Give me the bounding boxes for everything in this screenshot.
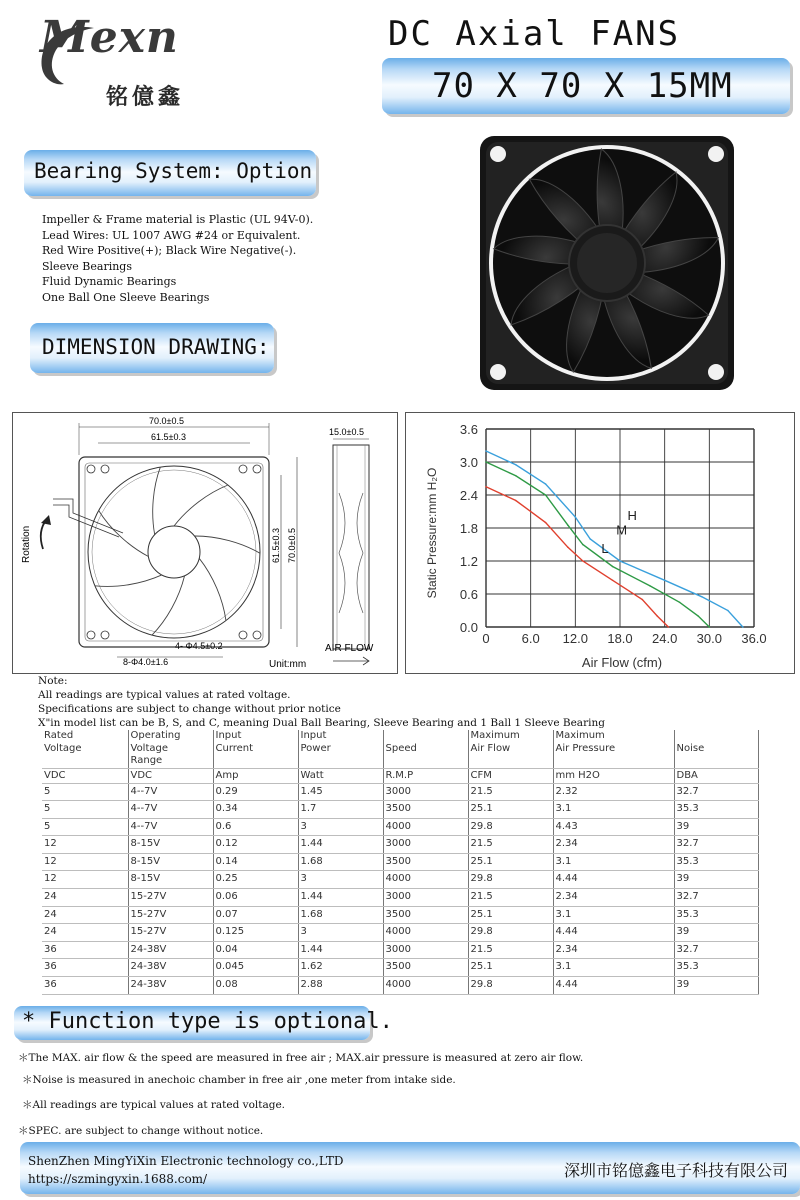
series-point [485,461,487,463]
table-header-cell: Maximum [553,730,674,743]
table-header-cell [42,755,128,768]
series-label-h: H [627,507,637,523]
table-cell: 29.8 [468,924,553,942]
table-cell: 0.12 [213,836,298,854]
feature-item: Sleeve Bearings [42,259,132,273]
notes-block [38,674,605,730]
table-header-cell: Operating [128,730,213,743]
dim-hole-vertical-label: 61.5±0.3 [271,528,281,563]
table-unit-cell: VDC [128,768,213,783]
table-cell: 0.125 [213,924,298,942]
dim-outer-label: 70.0±0.5 [149,416,184,426]
table-cell: 0.06 [213,889,298,907]
dimension-drawing-panel [12,412,398,674]
table-cell: 8-15V [128,871,213,889]
chart-y-label: Static Pressure:mm H₂O [425,467,439,599]
table-header-cell [298,755,383,768]
note-item: All readings are typical values at rated voltage. [38,689,291,701]
table-header-cell: Input [213,730,298,743]
series-point [515,500,517,502]
footer-url: https://szmingyxin.1688.com/ [28,1172,208,1186]
table-header-cell [674,755,758,768]
table-cell: 8-15V [128,836,213,854]
table-cell: 4.43 [553,818,674,836]
table-row [42,924,758,942]
table-header-cell: Maximum [468,730,553,743]
dim-hole-label: 61.5±0.3 [151,432,186,442]
table-cell: 24-38V [128,941,213,959]
y-tick-label: 2.4 [459,488,478,503]
table-cell: 36 [42,959,128,977]
hub-label: 8-Φ4.0±1.6 [123,657,169,667]
table-cell: 3 [298,871,383,889]
table-header-cell: Current [213,743,298,756]
table-cell: 0.6 [213,818,298,836]
table-cell: 32.7 [674,836,758,854]
table-header-cell: Air Flow [468,743,553,756]
table-header-row [42,743,758,756]
feature-item: One Ball One Sleeve Bearings [42,290,210,304]
dimension-drawing [13,413,397,673]
table-cell: 0.04 [213,941,298,959]
table-cell: 21.5 [468,941,553,959]
table-cell: 24-38V [128,977,213,995]
series-point [642,599,644,601]
table-cell: 36 [42,941,128,959]
table-cell: 1.7 [298,801,383,819]
table-header-cell: Input [298,730,383,743]
table-header-row [42,730,758,743]
table-header-cell: Noise [674,743,758,756]
table-unit-cell: VDC [42,768,128,783]
y-tick-label: 0.0 [459,620,478,635]
footnote: ＊Noise is measured in anechoic chamber in free air ,one meter from intake side. [22,1074,456,1086]
table-cell: 4--7V [128,801,213,819]
feature-item: Impeller & Frame material is Plastic (UL 94V-0). [42,213,314,226]
table-cell: 4--7V [128,818,213,836]
footer-company-en: ShenZhen MingYiXin Electronic technology co.,LTD [28,1154,344,1168]
holes-label: 4- Φ4.5±0.2 [175,641,223,651]
table-cell: 29.8 [468,871,553,889]
dim-outer-vertical-label: 70.0±0.5 [287,528,297,563]
logo-chinese-name: 铭億鑫 [106,85,185,110]
table-cell: 3500 [383,801,468,819]
table-cell: 5 [42,818,128,836]
table-cell: 25.1 [468,801,553,819]
table-header-cell [553,755,674,768]
table-cell: 15-27V [128,889,213,907]
table-unit-cell: Watt [298,768,383,783]
table-cell: 1.44 [298,889,383,907]
table-cell: 24 [42,906,128,924]
table-cell: 3.1 [553,853,674,871]
feature-list [42,212,313,305]
series-point [582,560,584,562]
table-cell: 35.3 [674,801,758,819]
series-point [589,538,591,540]
footer-company-cn: 深圳市铭億鑫电子科技有限公司 [563,1161,788,1180]
table-cell: 32.7 [674,941,758,959]
series-point [656,615,658,617]
table-cell: 4.44 [553,924,674,942]
table-row [42,836,758,854]
table-cell: 39 [674,977,758,995]
series-point [701,596,703,598]
table-cell: 2.34 [553,941,674,959]
table-unit-cell: mm H2O [553,768,674,783]
performance-chart [406,413,794,673]
table-cell: 1.68 [298,853,383,871]
table-cell: 4000 [383,977,468,995]
series-point [612,566,614,568]
function-type-banner [14,1006,393,1040]
table-header-cell: Air Pressure [553,743,674,756]
table-cell: 39 [674,818,758,836]
series-point [545,522,547,524]
table-cell: 4--7V [128,783,213,801]
table-cell: 15-27V [128,924,213,942]
table-row [42,906,758,924]
table-unit-cell: CFM [468,768,553,783]
table-cell: 1.62 [298,959,383,977]
table-cell: 3.1 [553,906,674,924]
table-cell: 12 [42,853,128,871]
table-header-row [42,755,758,768]
series-point [485,486,487,488]
series-point [567,524,569,526]
series-point [664,579,666,581]
table-cell: 29.8 [468,818,553,836]
y-tick-label: 3.0 [459,455,478,470]
footer-bar [20,1142,800,1194]
table-header-cell [674,730,758,743]
table-cell: 21.5 [468,783,553,801]
table-cell: 0.14 [213,853,298,871]
table-cell: 32.7 [674,889,758,907]
series-point [612,579,614,581]
dimension-drawing-banner [30,323,274,373]
series-point [679,601,681,603]
table-cell: 0.25 [213,871,298,889]
table-cell: 3 [298,924,383,942]
table-cell: 21.5 [468,889,553,907]
table-unit-cell: R.M.P [383,768,468,783]
table-cell: 1.68 [298,906,383,924]
series-point [697,615,699,617]
table-cell: 1.45 [298,783,383,801]
table-cell: 32.7 [674,783,758,801]
table-cell: 3500 [383,853,468,871]
series-point [567,546,569,548]
table-cell: 4.44 [553,977,674,995]
table-row [42,853,758,871]
table-unit-cell: Amp [213,768,298,783]
table-header-cell: Voltage [128,743,213,756]
table-cell: 21.5 [468,836,553,854]
table-cell: 8-15V [128,853,213,871]
x-tick-label: 12.0 [562,631,588,646]
table-header-cell: Speed [383,743,468,756]
table-cell: 0.07 [213,906,298,924]
table-cell: 24 [42,924,128,942]
table-row [42,977,758,995]
chart-x-label: Air Flow (cfm) [581,655,663,670]
table-cell: 4.44 [553,871,674,889]
table-cell: 3000 [383,836,468,854]
table-cell: 35.3 [674,853,758,871]
table-cell: 24-38V [128,959,213,977]
table-cell: 0.29 [213,783,298,801]
series-point [727,610,729,612]
series-point [575,516,577,518]
table-cell: 12 [42,871,128,889]
table-cell: 15-27V [128,906,213,924]
table-cell: 2.34 [553,836,674,854]
table-cell: 39 [674,924,758,942]
table-cell: 5 [42,783,128,801]
series-point [485,450,487,452]
table-cell: 24 [42,889,128,907]
bearing-system-banner [24,150,316,196]
table-cell: 0.045 [213,959,298,977]
table-unit-row [42,768,758,783]
air-flow-label: AIR FLOW [325,643,374,654]
table-cell: 0.34 [213,801,298,819]
note-heading: Note: [38,675,68,687]
x-tick-label: 30.0 [696,631,722,646]
y-tick-label: 1.8 [459,521,478,536]
x-tick-label: 0 [482,631,490,646]
feature-item: Lead Wires: UL 1007 AWG #24 or Equivalent. [42,228,301,242]
document-title: DC Axial FANS [388,14,681,54]
series-point [709,626,711,628]
y-tick-label: 3.6 [459,422,478,437]
table-cell: 3.1 [553,959,674,977]
table-cell: 2.32 [553,783,674,801]
size-banner [382,58,790,114]
table-cell: 25.1 [468,906,553,924]
table-cell: 29.8 [468,977,553,995]
table-cell: 39 [674,871,758,889]
series-point [619,560,621,562]
table-header-cell [383,755,468,768]
table-row [42,959,758,977]
note-item: Specifications are subject to change without prior notice [38,703,341,715]
dim-depth-label: 15.0±0.5 [329,427,364,437]
table-cell: 3 [298,818,383,836]
x-tick-label: 18.0 [607,631,633,646]
table-cell: 4000 [383,871,468,889]
unit-label: Unit:mm [269,659,307,670]
performance-chart-panel [405,412,795,674]
table-cell: 3000 [383,941,468,959]
series-line-l [486,487,668,627]
table-row [42,783,758,801]
footnote: ＊SPEC. are subject to change without notice. [18,1125,264,1137]
table-cell: 3000 [383,783,468,801]
table-cell: 25.1 [468,853,553,871]
series-point [649,585,651,587]
y-tick-label: 1.2 [459,554,478,569]
rotation-label: Rotation [21,525,32,563]
table-cell: 35.3 [674,906,758,924]
table-cell: 0.08 [213,977,298,995]
table-cell: 3000 [383,889,468,907]
series-point [545,494,547,496]
table-cell: 1.44 [298,941,383,959]
table-cell: 5 [42,801,128,819]
table-header-cell: Range [128,755,213,768]
table-cell: 2.88 [298,977,383,995]
table-row [42,818,758,836]
x-tick-label: 36.0 [741,631,767,646]
series-line-h [486,451,743,627]
logo-wordmark: Mexn [40,12,179,63]
table-cell: 3.1 [553,801,674,819]
dimension-drawing-text: DIMENSION DRAWING: [42,335,270,359]
table-cell: 36 [42,977,128,995]
table-header-cell [213,755,298,768]
series-label-l: L [601,540,609,556]
series-label-m: M [616,522,628,538]
function-type-text: * Function type is optional. [22,1009,393,1034]
table-unit-cell: DBA [674,768,758,783]
table-cell: 25.1 [468,959,553,977]
table-row [42,941,758,959]
y-tick-label: 0.6 [459,587,478,602]
series-point [582,544,584,546]
table-header-cell: Rated [42,730,128,743]
size-banner-text: 70 X 70 X 15MM [432,66,733,106]
series-point [668,626,670,628]
x-tick-label: 6.0 [521,631,540,646]
table-header-cell: Voltage [42,743,128,756]
bearing-system-text: Bearing System: Option [34,159,313,183]
table-row [42,889,758,907]
table-cell: 35.3 [674,959,758,977]
table-row [42,871,758,889]
series-point [515,464,517,466]
footnote: ＊The MAX. air flow & the speed are measured in free air ; MAX.air pressure is measured at zero air flow. [18,1052,584,1064]
table-cell: 4000 [383,818,468,836]
table-header-cell: Power [298,743,383,756]
spec-table [42,730,759,995]
table-cell: 12 [42,836,128,854]
table-row [42,801,758,819]
table-cell: 4000 [383,924,468,942]
table-cell: 2.34 [553,889,674,907]
note-item: X"in model list can be B, S, and C, meaning Dual Ball Bearing, Sleeve Bearing and 1 Ball 1 Sleeve Bearing [38,717,605,729]
feature-item: Fluid Dynamic Bearings [42,275,177,288]
footnote: ＊All readings are typical values at rated voltage. [22,1099,286,1111]
x-tick-label: 24.0 [652,631,678,646]
table-header-cell [468,755,553,768]
table-header-cell [383,730,468,743]
table-cell: 3500 [383,906,468,924]
fan-photo [476,132,738,394]
feature-item: Red Wire Positive(+); Black Wire Negative(-). [42,244,297,257]
table-cell: 3500 [383,959,468,977]
series-point [515,475,517,477]
series-point [545,483,547,485]
series-point [742,626,744,628]
table-cell: 1.44 [298,836,383,854]
